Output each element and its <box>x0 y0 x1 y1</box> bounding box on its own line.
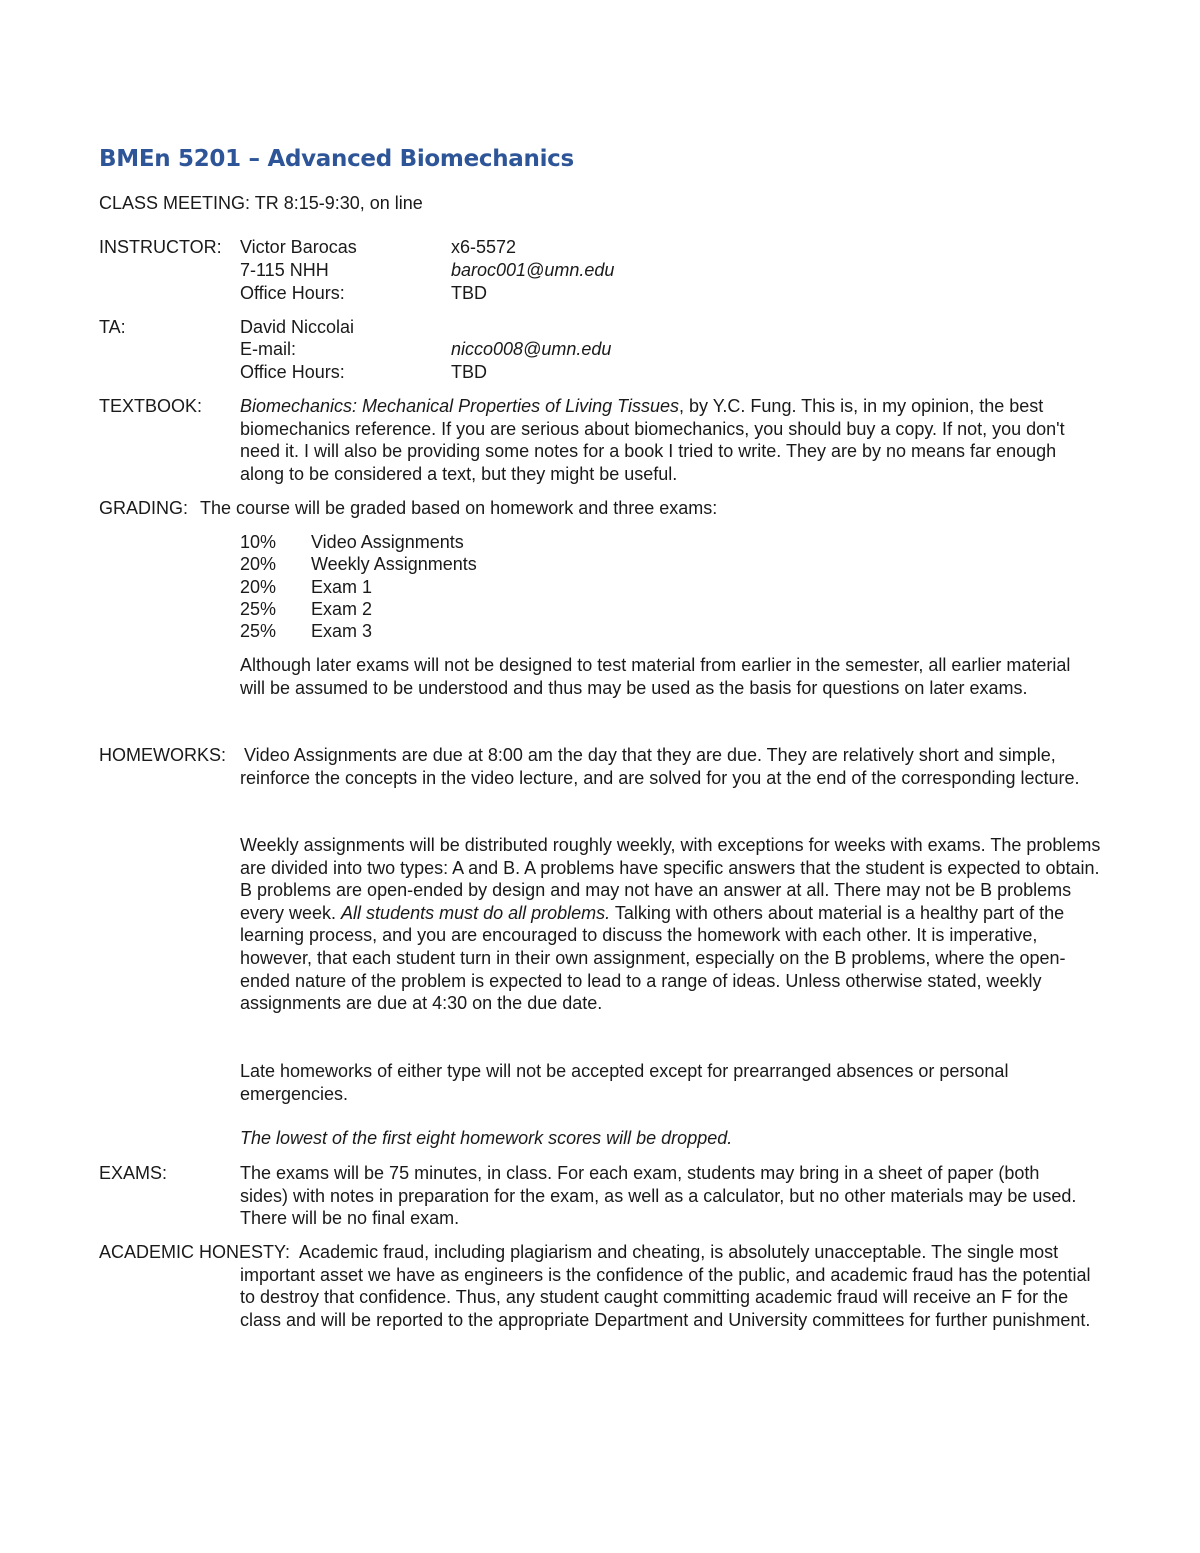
instructor-name: Victor Barocas <box>240 237 357 257</box>
homeworks-late-paragraph: Late homeworks of either type will not be accepted except for prearranged absences or personal emergencies. <box>240 1061 1009 1104</box>
textbook-label: TEXTBOOK: <box>99 396 203 416</box>
academic-honesty-paragraph <box>99 1241 1102 1331</box>
weekly-text-start: Weekly assignments will be distributed roughly weekly, with exceptions for weeks with exams. The problems are divided into two types: A and B. A problems have specific answers that the student is expected to obtain. B problems are open-ended by design and may not have an answer at all. There may not be B problems every week. <box>240 835 1101 923</box>
grade-item: Weekly Assignments <box>311 554 477 574</box>
grade-percent: 25% <box>240 621 277 641</box>
instructor-email: baroc001@umn.edu <box>451 260 615 280</box>
grade-percent: 20% <box>240 554 277 574</box>
ta-email: nicco008@umn.edu <box>451 339 612 359</box>
grade-item: Exam 1 <box>311 577 373 597</box>
instructor-office-hours: TBD <box>451 283 487 303</box>
weekly-emphasis: All students must do all problems. <box>341 902 611 923</box>
grading-note: Although later exams will not be designed to test material from earlier in the semester, all earlier material will be assumed to be understood and thus may be used as the basis for questions on later exams. <box>240 655 1071 698</box>
grade-percent: 25% <box>240 599 277 619</box>
homeworks-weekly-paragraph <box>240 834 1108 1015</box>
weekly-text-end: Talking with others about material is a healthy part of the learning process, and you are encouraged to discuss the homework with each other. It is imperative, however, that each student turn in their own assignment, especially on the B problems, where the open-ended nature of the problem is expected to lead to a range of ideas. Unless otherwise stated, weekly assignments are due at 4:30 on the due date. <box>240 902 1066 1014</box>
homeworks-drop-note: The lowest of the first eight homework scores will be dropped. <box>240 1128 733 1148</box>
ta-office-hours: TBD <box>451 362 487 382</box>
instructor-phone: x6-5572 <box>451 237 517 257</box>
academic-honesty-text: Academic fraud, including plagiarism and cheating, is absolutely unacceptable. The single most important asset we have as engineers is the confidence of the public, and academic fraud has the potential to destroy that confidence. Thus, any student caught committing academic fraud will receive an F for the class and will be reported to the appropriate Department and University committees for further punishment. <box>240 1242 1091 1330</box>
textbook-title: Biomechanics: Mechanical Properties of Living Tissues <box>240 396 680 416</box>
exams-label: EXAMS: <box>99 1163 168 1183</box>
ta-label: TA: <box>99 317 126 337</box>
grade-item: Video Assignments <box>311 532 464 552</box>
ta-name: David Niccolai <box>240 317 355 337</box>
textbook-description: , by Y.C. Fung. This is, in my opinion, the best biomechanics reference. If you are serious about biomechanics, you should buy a copy. If not, you don't need it. I will also be providing some notes for a book I tried to write. They are by no means far enough along to be considered a text, but they might be useful. <box>240 396 1065 484</box>
textbook-text <box>240 395 1102 485</box>
instructor-label: INSTRUCTOR: <box>99 237 222 257</box>
grade-percent: 20% <box>240 577 277 597</box>
homeworks-video-paragraph: Video Assignments are due at 8:00 am the day that they are due. They are relatively short and simple, reinforce the concepts in the video lecture, and are solved for you at the end of the corresponding lecture. <box>240 745 1080 788</box>
homeworks-label: HOMEWORKS: <box>99 745 227 765</box>
instructor-office: 7-115 NHH <box>240 260 329 280</box>
grade-item: Exam 2 <box>311 599 373 619</box>
instructor-office-hours-label: Office Hours: <box>240 283 345 303</box>
grading-intro: The course will be graded based on homework and three exams: <box>200 498 718 518</box>
class-meeting: CLASS MEETING: TR 8:15-9:30, on line <box>99 193 423 213</box>
grading-label: GRADING: <box>99 498 189 518</box>
grade-percent: 10% <box>240 532 277 552</box>
ta-office-hours-label: Office Hours: <box>240 362 345 382</box>
grade-item: Exam 3 <box>311 621 373 641</box>
exams-text: The exams will be 75 minutes, in class. For each exam, students may bring in a sheet of paper (both sides) with notes in preparation for the exam, as well as a calculator, but no other materials may be used. There will be no final exam. <box>240 1163 1077 1229</box>
academic-honesty-label: ACADEMIC HONESTY: <box>99 1242 291 1262</box>
ta-email-label: E-mail: <box>240 339 297 359</box>
page-title: BMEn 5201 – Advanced Biomechanics <box>99 146 574 172</box>
